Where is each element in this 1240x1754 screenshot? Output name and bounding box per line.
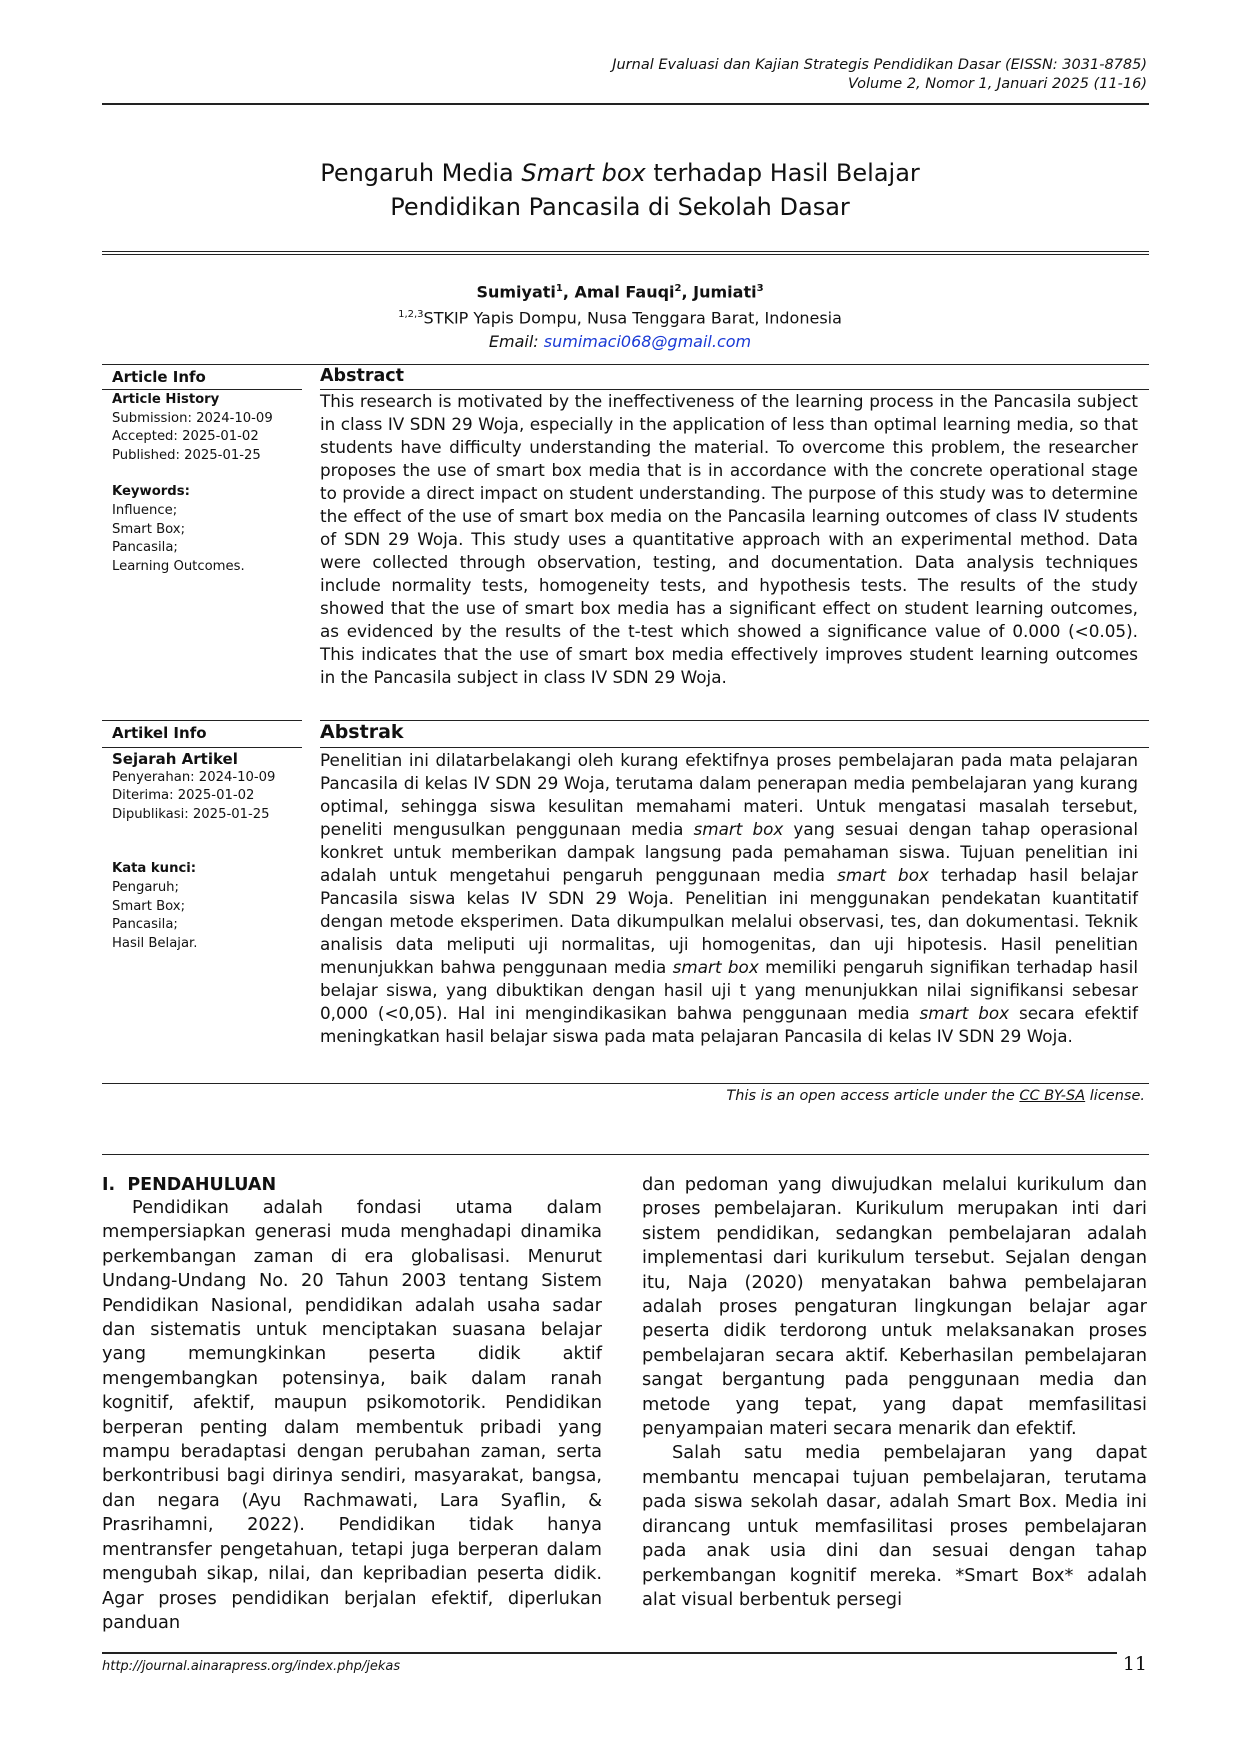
page-number: 11 — [1122, 1653, 1147, 1675]
title-rule-top — [102, 251, 1149, 252]
email-link[interactable]: sumimaci068@gmail.com — [543, 331, 752, 351]
id-abstract-rule — [320, 747, 1149, 748]
published-date: Published: 2025-01-25 — [112, 447, 261, 463]
penyerahan-date: Penyerahan: 2024-10-09 — [112, 769, 276, 785]
abstract-text: This research is motivated by the ineffectiveness of the learning process in the Pancasila subject in class IV SDN 29 Woja, especially in the application of less than optimal learning media, so that students have difficulty understanding the material. To overcome this problem, the researcher proposes the use of smart box media that is in accordance with the concrete operational stage to provide a direct impact on student understanding. The purpose of this study was to determine the effect of the use of smart box media on the Pancasila learning outcomes of class IV students of SDN 29 Woja. This study uses a quantitative approach with an experimental method. Data were collected through observation, testing, and documentation. Data analysis techniques include normality tests, homogeneity tests, and hypothesis tests. The results of the study showed that the use of smart box media has a significant effect on student learning outcomes, as evidenced by the results of the t-test which showed a significance value of 0.000 (<0.05). This indicates that the use of smart box media effectively improves student learning outcomes in the Pancasila subject in class IV SDN 29 Woja. — [320, 391, 1138, 687]
id-info-rule-left — [102, 747, 302, 748]
title-rule-bottom — [102, 254, 1149, 255]
email-line: Email: sumimaci068@gmail.com — [488, 331, 752, 351]
abstract-heading: Abstract — [320, 366, 405, 386]
right-column — [642, 1173, 1147, 1612]
keywords-heading: Keywords: — [112, 484, 190, 500]
accepted-date: Accepted: 2025-01-02 — [112, 429, 259, 445]
kata-kunci-heading: Kata kunci: — [112, 861, 197, 877]
left-column — [102, 1174, 602, 1635]
author-block — [0, 277, 1240, 353]
info-rule-top — [102, 364, 1149, 365]
body-top-rule — [102, 1154, 1149, 1155]
keyword: Smart Box; — [112, 521, 186, 537]
article-info-heading: Article Info — [112, 368, 206, 386]
keyword: Influence; — [112, 502, 178, 518]
abstract-bottom-rule — [102, 1083, 1149, 1084]
keyword: Hasil Belajar. — [112, 935, 198, 951]
journal-volume: Volume 2, Nomor 1, Januari 2025 (11-16) — [848, 76, 1147, 92]
journal-name: Jurnal Evaluasi dan Kajian Strategis Pendidikan Dasar (EISSN: 3031-8785) — [612, 57, 1147, 73]
keyword: Pengaruh; — [112, 879, 179, 895]
license-link[interactable]: CC BY-SA — [1019, 1088, 1086, 1104]
paragraph: Salah satu media pembelajaran yang dapat membantu mencapai tujuan pembelajaran, terutama pada siswa sekolah dasar, adalah Smart Box. Media ini dirancang untuk memfasilitasi proses pembelajaran pada anak usia dini dan sesuai dengan tahap perkembangan kognitif mereka. *Smart Box* adalah alat visual berbentuk persegi — [642, 1442, 1147, 1610]
keyword: Learning Outcomes. — [112, 558, 245, 574]
footer-rule — [102, 1652, 1117, 1654]
article-title: Pengaruh Media Smart box terhadap Hasil Belajar Pendidikan Pancasila di Sekolah Dasar — [320, 159, 920, 221]
article-history: Article History Submission: 2024-10-09 Accepted: 2025-01-02 Published: 2025-01-25 Keywords: Influence; Smart Box; Pancasila; Learning Outcomes. — [112, 391, 312, 576]
journal-header — [612, 56, 1147, 94]
paragraph: dan pedoman yang diwujudkan melalui kurikulum dan proses pembelajaran. Kurikulum merupakan inti dari sistem pendidikan, sedangkan pembelajaran adalah implementasi dari kurikulum tersebut. Sejalan dengan itu, Naja (2020) menyatakan bahwa pembelajaran adalah proses pengaturan lingkungan belajar agar peserta didik terdorong untuk melaksanakan proses pembelajaran secara aktif. Keberhasilan pembelajaran sangat bergantung pada penggunaan media dan metode yang tepat, yang dapat memfasilitasi penyampaian materi secara menarik dan efektif. — [642, 1174, 1147, 1440]
abstrak-heading: Abstrak — [320, 721, 404, 743]
submission-date: Submission: 2024-10-09 — [112, 410, 273, 426]
id-abstract-rule-top — [320, 720, 1149, 721]
affiliation: $^{1,2,3}$STKIP Yapis Dompu, Nusa Tenggara Barat, Indonesia — [398, 308, 842, 328]
paragraph: Pendidikan adalah fondasi utama dalam mempersiapkan generasi muda menghadapi dinamika perkembangan zaman di era globalisasi. Menurut Undang-Undang No. 20 Tahun 2003 tentang Sistem Pendidikan Nasional, pendidikan adalah usaha sadar dan sistematis untuk menciptakan suasana belajar yang memungkinkan peserta didik aktif mengembangkan potensinya, baik dalam ranah kognitif, afektif, maupun psikomotorik. Pendidikan berperan penting dalam membentuk pribadi yang mampu beradaptasi dengan perubahan zaman, serta berkontribusi bagi dirinya sendiri, masyarakat, bangsa, dan negara (Ayu Rachmawati, Lara Syaflin, & Prasrihamni, 2022). Pendidikan tidak hanya mentransfer pengetahuan, tetapi juga berperan dalam mengubah sikap, nilai, dan kepribadian peserta didik. Agar proses pendidikan berjalan efektif, diperlukan panduan — [102, 1197, 602, 1633]
abstrak-text: Penelitian ini dilatarbelakangi oleh kurang efektifnya proses pembelajaran pada mata pelajaran Pancasila di kelas IV SDN 29 Woja, terutama dalam penerapan media pembelajaran yang kurang optimal, sehingga siswa kesulitan memahami materi. Untuk mengatasi masalah tersebut, peneliti mengusulkan penggunaan media smart box yang sesuai dengan tahap operasional konkret untuk memberikan dampak langsung pada pemahaman siswa. Tujuan penelitian ini adalah untuk mengetahui pengaruh penggunaan media smart box terhadap hasil belajar Pancasila siswa kelas IV SDN 29 Woja. Penelitian ini menggunakan pendekatan kuantitatif dengan metode eksperimen. Data dikumpulkan melalui observasi, tes, dan dokumentasi. Teknik analisis data meliputi uji normalitas, uji homogenitas, dan uji hipotesis. Hasil penelitian menunjukkan bahwa penggunaan media smart box memiliki pengaruh signifikan terhadap hasil belajar siswa, yang dibuktikan dengan hasil uji t yang menunjukkan nilai signifikansi sebesar 0,000 (<0,05). Hal ini mengindikasikan bahwa penggunaan media smart box secara efektif meningkatkan hasil belajar siswa pada mata pelajaran Pancasila di kelas IV SDN 29 Woja. — [320, 750, 1138, 1046]
info-rule-left — [102, 389, 302, 390]
artikel-info-heading: Artikel Info — [112, 724, 207, 742]
footer-url[interactable]: http://journal.ainarapress.org/index.php/jekas — [102, 1659, 401, 1674]
keyword: Pancasila; — [112, 917, 178, 933]
dipublikasi-date: Dipublikasi: 2025-01-25 — [112, 806, 270, 822]
diterima-date: Diterima: 2025-01-02 — [112, 788, 255, 804]
keyword: Pancasila; — [112, 540, 178, 556]
sejarah-artikel: Sejarah Artikel Penyerahan: 2024-10-09 Diterima: 2025-01-02 Dipublikasi: 2025-01-25 Kata kunci: Pengaruh; Smart Box; Pancasila; Hasil Belajar. — [112, 750, 312, 953]
license-note: This is an open access article under the CC BY-SA license. — [726, 1088, 1145, 1104]
author-names: Sumiyati$^1$, Amal Fauqi$^2$, Jumiati$^3$ — [476, 282, 764, 302]
section-heading: I. PENDAHULUAN — [102, 1175, 277, 1195]
keyword: Smart Box; — [112, 898, 186, 914]
id-info-rule-top — [102, 720, 302, 721]
header-rule — [102, 103, 1149, 105]
